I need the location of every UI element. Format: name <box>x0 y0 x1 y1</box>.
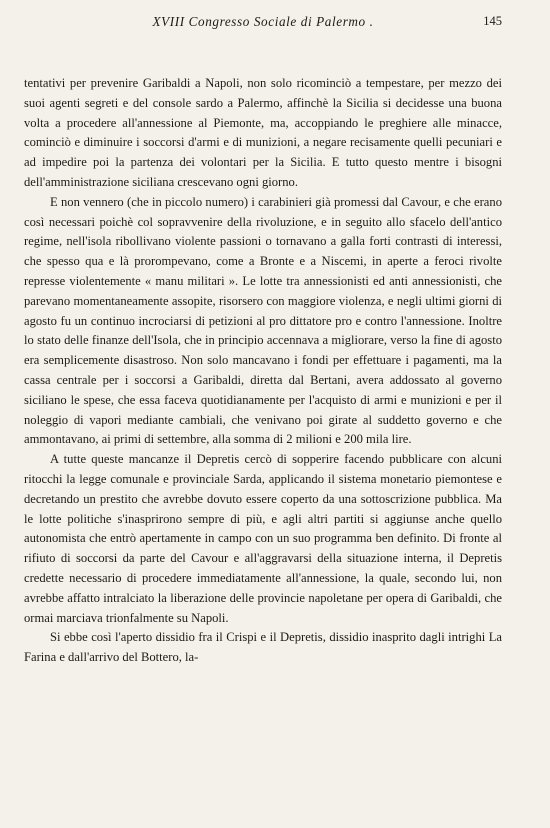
paragraph-4: Si ebbe così l'aperto dissidio fra il Crispi e il Depretis, dissidio inasprito dagli intrighi La Farina e dall'arrivo del Bottero, la- <box>24 630 502 665</box>
paragraph-1: tentativi per prevenire Garibaldi a Napoli, non solo ricominciò a tempestare, per mezzo dei suoi agenti segreti e del console sardo a Palermo, affinchè la Sicilia si decidesse una buona volta a procedere all'annessione al Piemonte, ma, accoppiando le preghiere alle minacce, cominciò e diminuire i soccorsi d'armi e di munizioni, a negare recisamente quelli pecuniari e ad impedire poi la partenza dei volontari per la Sicilia. E tutto questo mentre i bisogni dell'amministrazione siciliana crescevano ogni giorno. <box>24 76 502 189</box>
page-header <box>24 14 502 40</box>
page-number: 145 <box>483 14 502 28</box>
running-title: XVIII Congresso Sociale di Palermo . <box>152 14 374 29</box>
paragraph-3: A tutte queste mancanze il Depretis cercò di sopperire facendo pubblicare con alcuni ritocchi la legge comunale e provinciale Sarda, applicando il sistema monetario piemontese e decretando un prestito che avrebbe dovuto essere coperto da una sottoscrizione pubblica. Ma le lotte politiche s'inasprirono sempre di più, e agli altri partiti si aggiunse anche quello autonomista che entrò apertamente in campo con un suo programma ben definito. Di fronte al rifiuto di soccorsi da parte del Cavour e all'aggravarsi della situazione interna, il Depretis credette necessario di procedere immediatamente all'annessione, la quale, secondo lui, non avrebbe affatto intralciato la liberazione delle provincie napoletane per opera di Garibaldi, che ormai marciava trionfalmente su Napoli. <box>24 452 502 625</box>
body-text <box>24 74 502 668</box>
paragraph-2: E non vennero (che in piccolo numero) i carabinieri già promessi dal Cavour, e che erano così necessari poichè col sopravvenire della rivoluzione, e in seguito allo sfacelo dell'antico regime, nell'isola ribollivano violente passioni o tornavano a galla forti contrasti di interessi, che spesso qua e là prorompevano, come a Bronte e a Niscemi, in aperte a feroci rivolte represse violentemente « manu militari ». Le lotte tra annessionisti ed anti annessionisti, che parevano momentaneamente assopite, risorsero con maggiore violenza, e negli ultimi giorni di agosto fu un continuo incrociarsi di petizioni al pro dittatore pro e contro l'annessione. Inoltre lo stato delle finanze dell'Isola, che in principio accennava a migliorare, verso la fine di agosto era semplicemente disastroso. Non solo mancavano i fondi per effettuare i pagamenti, ma la cassa centrale per i soccorsi a Garibaldi, diretta dal Bertani, avera addossato al governo siciliano le spese, che essa faceva quotidianamente per l'acquisto di armi e munizioni e per il noleggio di vapori mediante cambiali, che venivano poi girate al suddetto governo e che ammontavano, ai primi di settembre, alla somma di 2 milioni e 200 mila lire. <box>24 194 502 447</box>
